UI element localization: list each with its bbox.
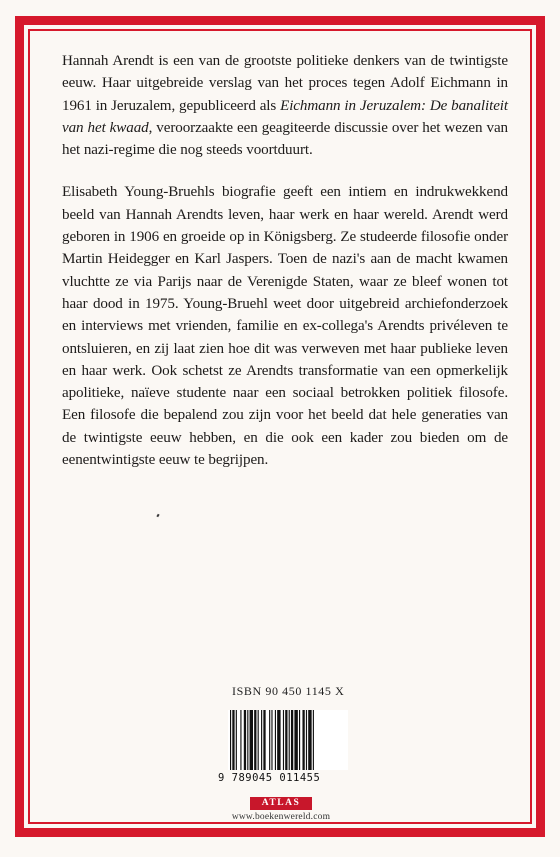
barcode-icon — [228, 710, 348, 770]
blurb-paragraph-2: Elisabeth Young-Bruehls biografie geeft een intiem en indrukwekkend beeld van Hannah Arendts leven, haar werk en haar wereld. Arendt werd geboren in 1906 en groeide op in Königsberg. Ze studeerde filosofie onder Martin Heidegger en Karl Jaspers. Toen de nazi's aan de macht kwamen vluchtte ze via Parijs naar de Verenigde Staten, waar ze bleef wonen tot haar dood in 1975. Young-Bruehl weet door uitgebreid archiefonderzoek en interviews met vrienden, familie en ex-collega's Arendts privéleven te ontsluieren, en zij laat zien hoe dit was verweven met haar publieke leven en haar werk. Ook schetst ze Arendts transformatie van een opmerkelijk apolitieke, naïeve studente naar een sociaal betrokken politiek filosofe. Een filosofe die bepalend zou zijn voor het beeld dat hele generaties van de twintigste eeuw hebben, en die ook een kader zou bieden om de eenentwintigste eeuw te begrijpen. — [62, 184, 508, 469]
isbn-label: ISBN 90 450 1145 X — [232, 684, 345, 698]
barcode-block — [218, 706, 354, 788]
barcode-number: 9 789045 011455 — [218, 772, 321, 784]
publisher-website: www.boekenwereld.com — [231, 812, 331, 822]
blurb-paragraph-1: Hannah Arendt is een van de grootste politieke denkers van de twintigste eeuw. Haar uitgebreide verslag van het proces tegen Adolf Eichmann in 1961 in Jeruzalem, gepubliceerd als Eichmann in Jeruzalem: De banaliteit van het kwaad, veroorzaakte een geagiteerde discussie over het wezen van het nazi-regime die nog steeds voortduurt. — [62, 53, 508, 159]
blurb-text — [62, 50, 508, 491]
publisher-logo: ATLAS — [250, 797, 312, 810]
book-title-italic: Eichmann in Jeruzalem: De banaliteit van het kwaad — [62, 97, 508, 136]
